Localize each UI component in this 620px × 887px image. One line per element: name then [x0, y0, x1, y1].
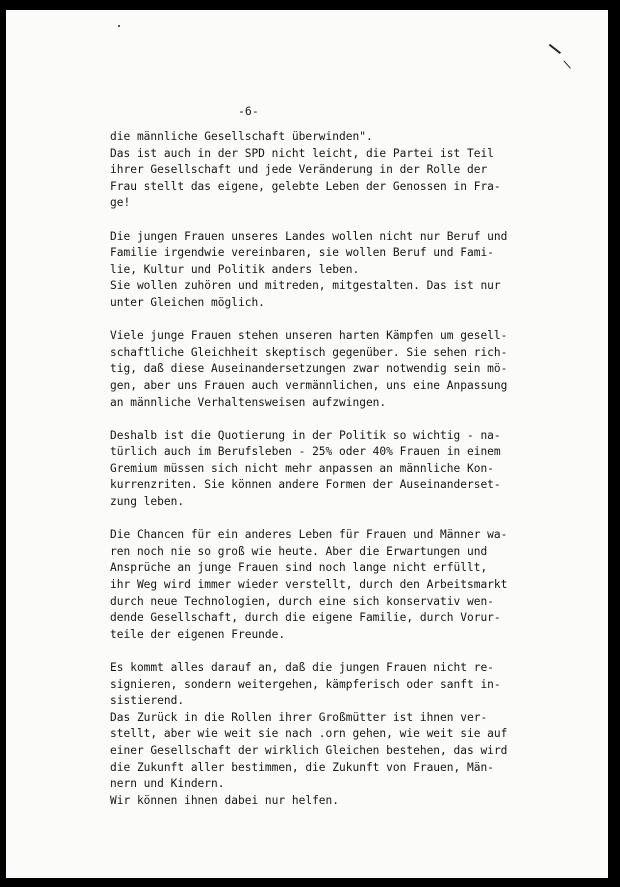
text-line: Viele junge Frauen stehen unseren harten Kämpfen um gesell-: [110, 329, 508, 343]
text-line: Gremium müssen sich nicht mehr anpassen an männliche Kon-: [110, 461, 494, 475]
text-line: Wir können ihnen dabei nur helfen.: [110, 793, 340, 807]
paragraph: [110, 428, 610, 511]
text-line: ge!: [110, 196, 131, 210]
text-line: ren noch nie so groß wie heute. Aber die Erwartungen und: [110, 544, 488, 558]
text-line: zung leben.: [110, 495, 185, 509]
text-line: die Zukunft aller bestimmen, die Zukunft von Frauen, Män-: [110, 760, 494, 774]
text-line: nern und Kindern.: [110, 777, 225, 791]
text-line: durch neue Technologien, durch eine sich konservativ wen-: [110, 594, 494, 608]
text-line: stellt, aber wie weit sie nach .orn gehen, wie weit sie auf: [110, 727, 508, 741]
text-line: signieren, sondern weitergehen, kämpferisch oder sanft in-: [110, 677, 501, 691]
document-page: [6, 10, 608, 878]
text-line: Ansprüche an junge Frauen sind noch lange nicht erfüllt,: [110, 561, 488, 575]
text-line: Familie irgendwie vereinbaren, sie wollen Beruf und Fami-: [110, 246, 494, 260]
text-line: türlich auch im Berufsleben - 25% oder 40% Frauen in einem: [110, 445, 501, 459]
paragraph: [110, 129, 610, 212]
text-line: die männliche Gesellschaft überwinden".: [110, 130, 373, 143]
text-line: kurrenzriten. Sie können andere Formen der Auseinanderset-: [110, 478, 501, 492]
text-line: lie, Kultur und Politik anders leben.: [110, 262, 360, 276]
text-line: Frau stellt das eigene, gelebte Leben der Genossen in Fra-: [110, 179, 501, 193]
paragraph: [110, 527, 610, 643]
text-line: schaftliche Gleichheit skeptisch gegenüber. Sie sehen rich-: [110, 345, 508, 359]
text-line: an männliche Verhaltensweisen aufzwingen.: [110, 395, 387, 409]
body-text: [110, 129, 610, 826]
paragraph: [110, 328, 610, 411]
text-line: Das ist auch in der SPD nicht leicht, die Partei ist Teil: [110, 146, 494, 160]
text-line: unter Gleichen möglich.: [110, 295, 265, 309]
text-line: Sie wollen zuhören und mitreden, mitgestalten. Das ist nur: [110, 279, 501, 293]
text-line: ihr Weg wird immer wieder verstellt, durch den Arbeitsmarkt: [110, 578, 508, 592]
scan-speck: [118, 25, 120, 27]
text-line: Deshalb ist die Quotierung in der Politik so wichtig - na-: [110, 428, 501, 442]
pen-mark: [549, 44, 561, 54]
pen-mark: [563, 61, 571, 69]
paragraph: [110, 229, 610, 312]
text-line: sistierend.: [110, 694, 185, 708]
text-line: dende Gesellschaft, durch die eigene Familie, durch Vorur-: [110, 611, 501, 625]
text-line: Die Chancen für ein anderes Leben für Frauen und Männer wa-: [110, 528, 508, 542]
page-number: -6-: [238, 104, 259, 118]
text-line: teile der eigenen Freunde.: [110, 627, 286, 641]
paragraph: [110, 660, 610, 809]
text-line: gen, aber uns Frauen auch vermännlichen, uns eine Anpassung: [110, 378, 508, 392]
text-line: Die jungen Frauen unseres Landes wollen nicht nur Beruf und: [110, 229, 508, 243]
text-line: Es kommt alles darauf an, daß die jungen Frauen nicht re-: [110, 661, 494, 674]
text-line: tig, daß diese Auseinandersetzungen zwar notwendig sein mö-: [110, 362, 508, 376]
text-line: Das Zurück in die Rollen ihrer Großmütter ist ihnen ver-: [110, 710, 488, 724]
text-line: ihrer Gesellschaft und jede Veränderung in der Rolle der: [110, 163, 488, 177]
text-line: einer Gesellschaft der wirklich Gleichen bestehen, das wird: [110, 743, 508, 757]
